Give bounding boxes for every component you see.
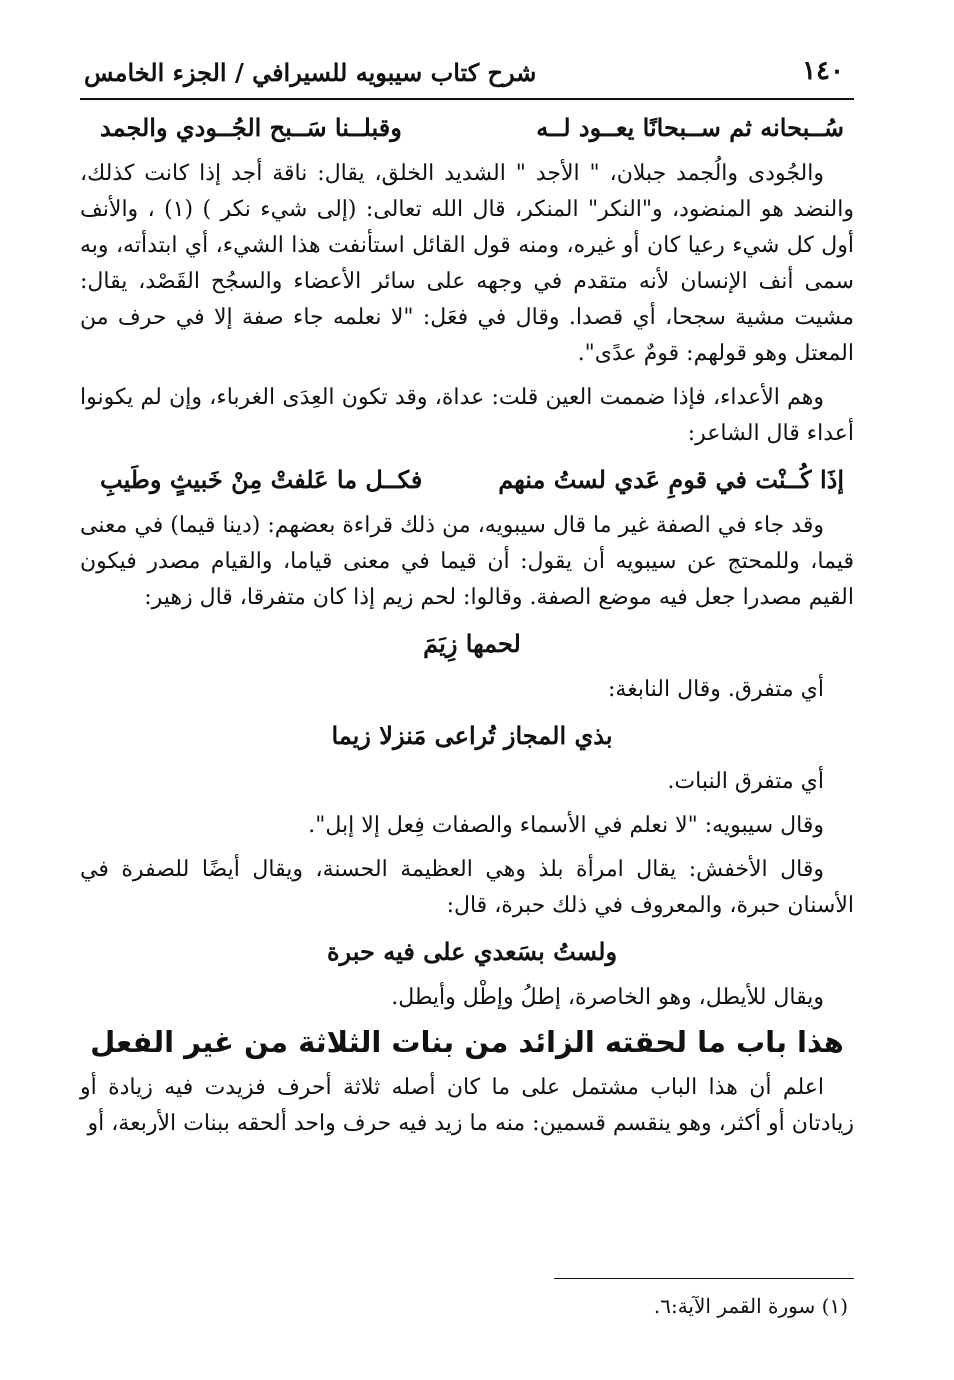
paragraph: والجُودى والُجمد جبلان، " الأجد " الشديد الخلق، يقال: ناقة أجد إذا كانت كذلك، والنضد هو المنضود، و"النكر" المنكر، قال الله تعالى: (إلى شيء نكر ) (١) ، والأنف أول كل شيء رعيا كان أو غيره، ومنه قول القائل استأنفت هذا الشيء، أي ابتدأته، وبه سمى أنف الإنسان لأنه متقدم في وجهه على سائر الأعضاء والسجُح القَصْد، يقال: مشيت مشية سجحا، أي قصدا. وقال في فعَل: "لا نعلمه جاء صفة إلا في حرف من المعتل وهو قولهم: قومٌ عدًى". [80,161,854,366]
running-title: شرح كتاب سيبويه للسيرافي / الجزء الخامس [84,58,537,87]
paragraph: وقد جاء في الصفة غير ما قال سيبويه، من ذلك قراءة بعضهم: (دينا قيما) في معنى قيما، وللمحتج عن سيبويه أن يقول: أن قيما في معنى قياما، والقيام مصدر فيكون القيم مصدرا جعل فيه موضع الصفة. وقالوا: لحم زيم إذا كان متفرقا، قال زهير: [80,513,854,610]
paragraph: ويقال للأيطل، وهو الخاصرة، إطلُ وإطْل وأيطل. [391,985,824,1010]
footnote: (١) سورة القمر الآية:٦. [653,1294,848,1318]
verse-line [100,108,844,148]
verse-line [100,624,844,664]
verse-second-hemistich: فكــل ما عَلفتْ مِنْ خَبيثٍ وطَيبِ [100,465,423,494]
page [80,40,854,1360]
page-number: ١٤٠ [802,56,844,86]
verse-first-hemistich: سُــبحانه ثم ســبحانًا يعــود لــه [536,113,844,142]
verse-fragment: لحمها زِيَمَ [423,629,521,658]
verse-line [100,716,844,756]
verse-fragment: بذي المجاز تُراعى مَنزلا زيما [331,721,613,750]
paragraph: أي متفرق النبات. [667,769,824,794]
verse-line [100,460,844,500]
verse-fragment: ولستُ بسَعدي على فيه حبرة [326,937,618,966]
footnote-divider [554,1278,854,1279]
paragraph: اعلم أن هذا الباب مشتمل على ما كان أصله ثلاثة أحرف فزيدت فيه زيادة أو زيادتان أو أكثر، وهو ينقسم قسمين: منه ما زيد فيه حرف واحد ألحقه ببنات الأربعة، أو [80,1075,854,1136]
page-header [80,40,854,100]
page-body [80,108,854,1142]
verse-line [100,932,844,972]
paragraph: وقال الأخفش: يقال امرأة بلذ وهي العظيمة الحسنة، ويقال أيضًا للصفرة في الأسنان حبرة، والمعروف في ذلك حبرة، قال: [80,857,854,918]
section-heading: هذا باب ما لحقته الزائد من بنات الثلاثة من غير الفعل [90,1025,844,1059]
verse-second-hemistich: وقبلــنا سَــبح الجُــودي والجمد [100,113,402,142]
paragraph: أي متفرق. وقال النابغة: [608,677,824,702]
verse-first-hemistich: إذَا كُــنْت في قومِ عَدي لستُ منهم [498,465,844,494]
paragraph: وقال سيبويه: "لا نعلم في الأسماء والصفات فِعل إلا إبل". [308,813,824,838]
paragraph: وهم الأعداء، فإذا ضممت العين قلت: عداة، وقد تكون العِدَى الغرباء، وإن لم يكونوا أعداء قال الشاعر: [80,385,854,446]
